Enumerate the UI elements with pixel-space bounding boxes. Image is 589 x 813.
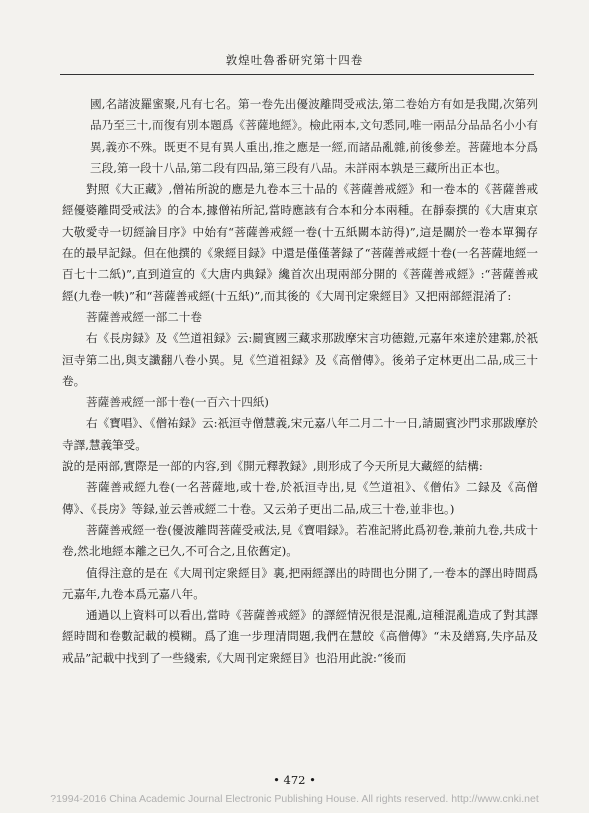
- body-paragraph: 說的是兩部,實際是一部的内容,到《開元釋教録》,則形成了今天所見大藏經的結構:: [62, 459, 483, 474]
- article-body: [62, 94, 538, 669]
- journal-running-header: 敦煌吐魯番研究第十四卷: [225, 53, 364, 67]
- quote-paragraph: 國,名諸波羅蜜聚,凡有七名。第一卷先出優波離問受戒法,第二卷始方有如是我聞,次第列品乃至三十,而復有別本題爲《菩薩地經》。檢此兩本,文句悉同,唯一兩品分品品名小小有異,義亦不殊。既更不見有異人重出,推之應是一經,而諸品亂雜,前後參差。菩薩地本分爲三段,第一段十八品,第二段有四品,第三段有八品。未詳兩本孰是三藏所出正本也。: [90, 97, 538, 175]
- page-number: • 472 •: [273, 773, 316, 787]
- quote-paragraph: 菩薩善戒經九卷(一名菩薩地,或十卷,於祇洹寺出,見《竺道祖》、《僧佑》二録及《高僧傳》、《長房》等録,並云善戒經二十卷。又云弟子更出二品,成三十卷,並非也。): [62, 480, 538, 516]
- sutra-title-line: 菩薩善戒經一部二十卷: [86, 309, 202, 324]
- quote-paragraph: 右《寶唱》、《僧祐録》云:祇洹寺僧慧義,宋元嘉八年二月二十一日,請罽賓沙門求那跋摩於寺譯,慧義筆受。: [62, 416, 538, 452]
- header-rule: [60, 74, 534, 75]
- body-paragraph: 對照《大正藏》,僧祐所說的應是九卷本三十品的《菩薩善戒經》和一卷本的《菩薩善戒經優婆離問受戒法》的合本,據僧祐所記,當時應該有合本和分本兩種。在靜泰撰的《大唐東京大敬愛寺一切經論目序》中始有“菩薩善戒經一卷(十五紙闕本訪得)”,這是關於一卷本單獨存在的最早記録。但在他撰的《衆經目録》中還是僅僅著録了“菩薩善戒經十卷(一名菩薩地經一百七十二紙)”,直到道宣的《大唐内典録》纔首次出現兩部分開的《菩薩善戒經》:“菩薩善戒經(九卷一帙)”和“菩薩善戒經(十五紙)”,而其後的《大周刊定衆經目》又把兩部經混淆了:: [62, 182, 538, 303]
- quote-paragraph: 菩薩善戒經一卷(優波離問菩薩受戒法,見《寶唱録》。若准記將此爲初卷,兼前九卷,共成十卷,然北地經本離之已久,不可合之,且依舊定)。: [62, 522, 538, 559]
- copyright-footer: ?1994-2016 China Academic Journal Electronic Publishing House. All rights reserved. http://www.cnki.net: [50, 793, 539, 805]
- quote-paragraph: 右《長房録》及《竺道祖録》云:罽賓國三藏求那跋摩宋言功德鎧,元嘉年來達於建鄴,於祇洹寺第二出,與支讖翻八卷小異。見《竺道祖録》及《高僧傳》。後弟子定林更出二品,成三十卷。: [62, 331, 538, 388]
- body-paragraph: 值得注意的是在《大周刊定衆經目》裏,把兩經譯出的時間也分開了,一卷本的譯出時間爲元嘉年,九卷本爲元嘉八年。: [62, 565, 538, 601]
- sutra-title-line: 菩薩善戒經一部十卷(一百六十四紙): [86, 395, 269, 410]
- body-paragraph: 通過以上資料可以看出,當時《菩薩善戒經》的譯經情況很是混亂,這種混亂造成了對其譯經時間和卷數記載的模糊。爲了進一步理清問題,我們在慧皎《高僧傳》“未及繕寫,失序品及戒品”記載中找到了一些綫索,《大周刊定衆經目》也沿用此說:“後而: [62, 608, 538, 665]
